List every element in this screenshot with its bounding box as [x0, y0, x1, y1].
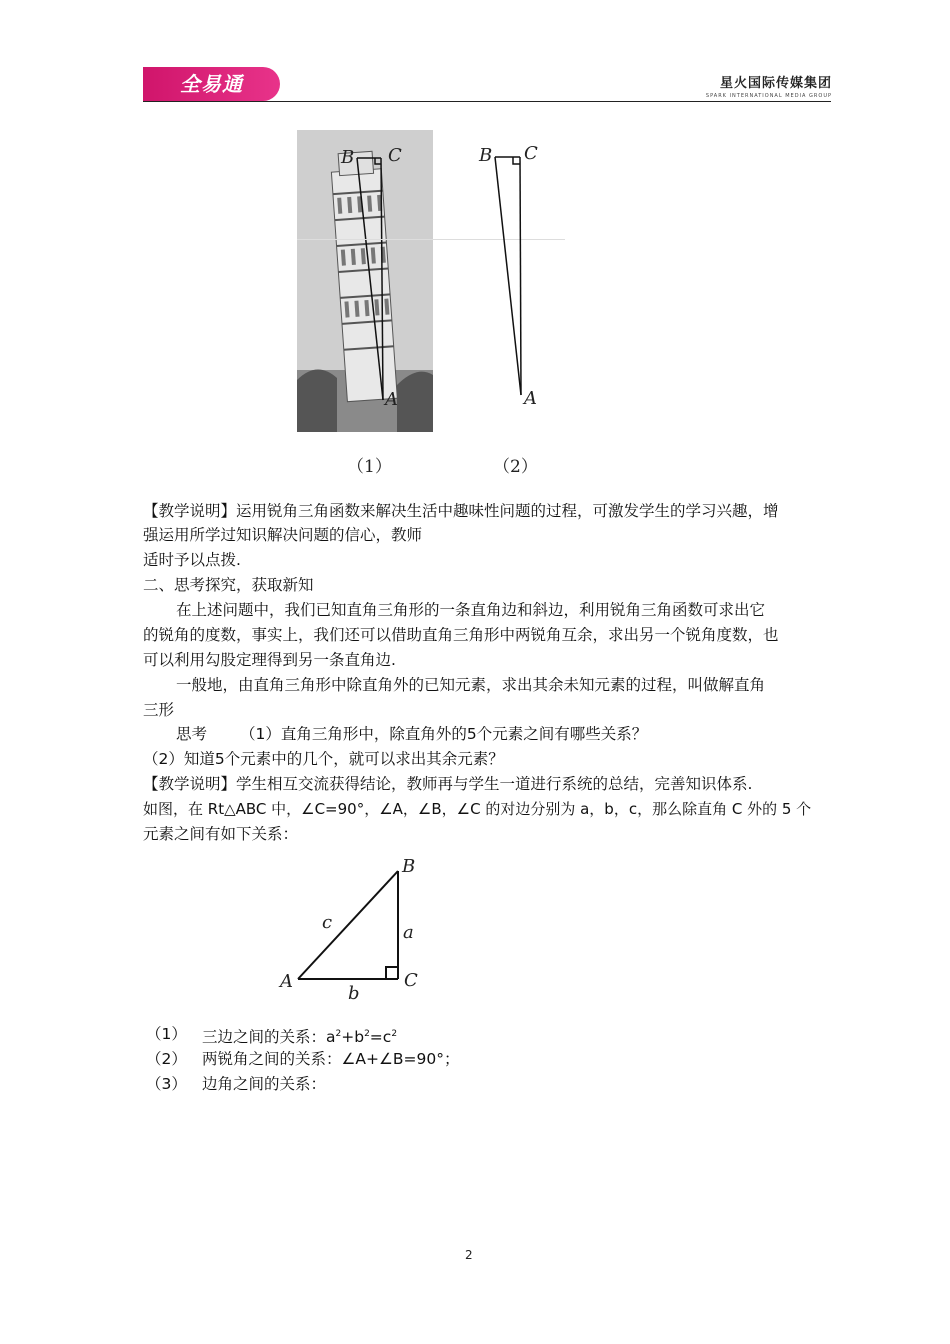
diagram-label-b: B [479, 145, 493, 166]
think-label: 思考 [176, 725, 208, 743]
photo-label-b: B [341, 147, 355, 168]
header-rule [143, 101, 831, 102]
page-number: 2 [465, 1248, 473, 1262]
diagram-label-a: A [524, 388, 537, 409]
relation-1-number: （1） [146, 1025, 187, 1043]
logo-text: 全易通 [180, 72, 243, 96]
triangle-label-c-side: c [322, 912, 333, 933]
brand-logo [143, 67, 280, 101]
relation-3-number: （3） [146, 1075, 187, 1093]
tower-illustration [297, 130, 433, 432]
photo-label-c: C [388, 145, 402, 166]
diagram-label-c: C [524, 143, 538, 164]
teaching-note-1-line-1: 【教学说明】运用锐角三角函数来解决生活中趣味性问题的过程，可激发学生的学习兴趣，增 [143, 502, 779, 520]
triangle-label-c: C [404, 970, 418, 991]
paragraph-1-line-3: 可以利用勾股定理得到另一条直角边. [143, 651, 396, 669]
think-question-1: （1）直角三角形中，除直角外的5个元素之间有哪些关系？ [240, 725, 648, 743]
relation-2-text: 两锐角之间的关系：∠A+∠B=90°； [202, 1050, 460, 1068]
publisher-name-en: SPARK INTERNATIONAL MEDIA GROUP [705, 93, 832, 99]
think-question-2: （2）知道5个元素中的几个，就可以求出其余元素？ [143, 750, 504, 768]
teaching-note-1-line-3: 适时予以点拨. [143, 551, 241, 569]
triangle-label-b-side: b [348, 983, 360, 1004]
triangle-label-a-side: a [403, 922, 414, 943]
paragraph-1-line-2: 的锐角的度数，事实上，我们还可以借助直角三角形中两锐角互余，求出另一个锐角度数，也 [143, 626, 779, 644]
photo-label-a: A [385, 389, 398, 410]
paragraph-2-line-1: 一般地，由直角三角形中除直角外的已知元素，求出其余未知元素的过程，叫做解直角 [176, 676, 766, 694]
paragraph-3-line-1: 如图，在 Rt△ABC 中，∠C=90°，∠A，∠B，∠C 的对边分别为 a，b，c，那么除直角 C 外的 5 个 [143, 800, 812, 818]
thin-triangle-diagram [470, 140, 550, 420]
teaching-note-1-line-2: 强运用所学过知识解决问题的信心，教师 [143, 526, 423, 544]
publisher-name-cn: 星火国际传媒集团 [719, 76, 832, 91]
paragraph-3-line-2: 元素之间有如下关系： [143, 825, 299, 843]
publisher-brand [706, 72, 832, 99]
triangle-label-a: A [280, 971, 293, 992]
relation-2-number: （2） [146, 1050, 187, 1068]
paragraph-1-line-1: 在上述问题中，我们已知直角三角形的一条直角边和斜边，利用锐角三角函数可求出它 [176, 601, 766, 619]
leaning-tower-photo [297, 130, 433, 432]
relation-3-text: 边角之间的关系： [202, 1075, 327, 1093]
triangle-label-b: B [402, 856, 416, 877]
teaching-note-2: 【教学说明】学生相互交流获得结论，教师再与学生一道进行系统的总结，完善知识体系. [143, 775, 753, 793]
figure-caption-1: （1） [347, 457, 392, 477]
section-heading-2: 二、思考探究，获取新知 [143, 576, 314, 594]
figure-caption-2: （2） [493, 457, 538, 477]
paragraph-2-line-2: 三形 [143, 701, 175, 719]
relation-1-text: 三边之间的关系：$a^2+b^2=c^2$ [202, 1028, 398, 1047]
